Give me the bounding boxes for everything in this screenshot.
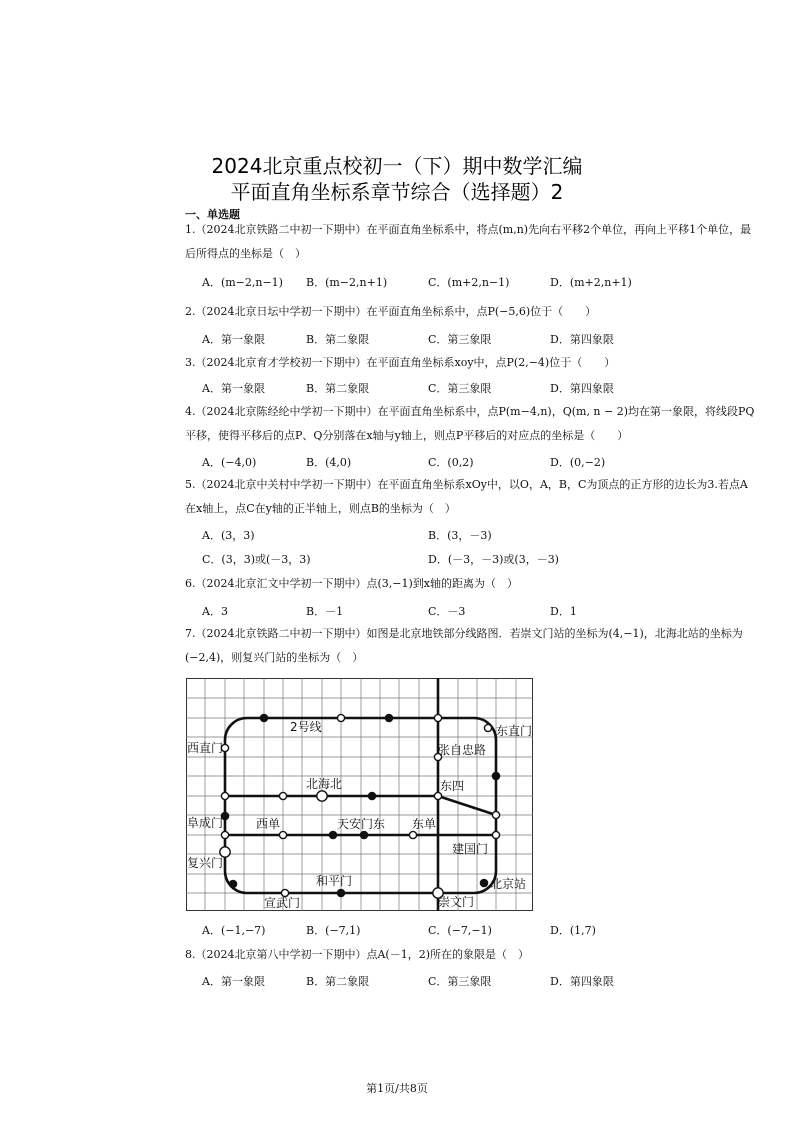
question-4: 4.（2024北京陈经纶中学初一下期中）在平面直角坐标系中，点P(m−4,n)，Q(m, n − 2)均在第一象限，将线段PQ平移，使得平移后的点P、Q分别落在x轴与y轴上，则点P平移后的对应点的坐标是（ ） <box>185 405 755 442</box>
station-dot <box>492 811 499 818</box>
option-a[interactable]: A．3 <box>202 605 228 618</box>
option-c[interactable]: C．(m+2,n−1) <box>428 276 510 289</box>
option-a[interactable]: A．第一象限 <box>202 975 265 988</box>
option-b[interactable]: B．第二象限 <box>306 333 370 346</box>
option-b[interactable]: B．第二象限 <box>306 382 370 395</box>
option-b[interactable]: B．(−7,1) <box>306 924 361 937</box>
option-c[interactable]: C．第三象限 <box>428 975 492 988</box>
option-a[interactable]: A．(3，3) <box>202 529 255 542</box>
option-a[interactable]: A．(m−2,n−1) <box>202 276 283 289</box>
option-b[interactable]: B．第二象限 <box>306 975 370 988</box>
station-dot <box>229 880 236 887</box>
option-d[interactable]: D．第四象限 <box>550 975 614 988</box>
page-title: 2024北京重点校初一（下）期中数学汇编 <box>211 154 583 178</box>
station-dot <box>409 831 416 838</box>
station-dot <box>279 831 286 838</box>
option-d[interactable]: D．1 <box>550 605 577 618</box>
station-dot <box>360 831 367 838</box>
option-d[interactable]: D．(m+2,n+1) <box>550 276 632 289</box>
station-label-fuxingmen: 复兴门 <box>187 856 224 870</box>
option-a[interactable]: A．第一象限 <box>202 382 265 395</box>
option-d[interactable]: D．第四象限 <box>550 382 614 395</box>
question-5: 5.（2024北京中关村中学初一下期中）在平面直角坐标系xOy中，以O，A，B，C为顶点的正方形的边长为3.若点A在x轴上，点C在y轴的正半轴上，则点B的坐标为（ ） <box>185 478 748 515</box>
station-dot <box>260 714 267 721</box>
option-d[interactable]: D．(－3，－3)或(3，－3) <box>428 553 559 566</box>
option-b[interactable]: B．(3，－3) <box>428 529 492 542</box>
option-c[interactable]: C．(3，3)或(－3，3) <box>202 553 311 566</box>
option-c[interactable]: C．－3 <box>428 605 466 618</box>
question-7: 7.（2024北京铁路二中初一下期中）如图是北京地铁部分线路图．若崇文门站的坐标为(4,−1)，北海北站的坐标为(−2,4)，则复兴门站的坐标为（ ） <box>185 627 743 664</box>
option-a[interactable]: A．(−4,0) <box>202 456 257 469</box>
station-label-zhangzizhonglu: 张自忠路 <box>438 743 487 757</box>
question-1: 1.（2024北京铁路二中初一下期中）在平面直角坐标系中，将点(m,n)先向右平移2个单位，再向上平移1个单位，最后所得点的坐标是（ ） <box>185 223 752 260</box>
station-label-dongzhimen: 东直门 <box>496 724 533 738</box>
station-label-beijingzhan: 北京站 <box>490 877 527 891</box>
station-dot <box>434 714 441 721</box>
option-c[interactable]: C．(−7,−1) <box>428 924 492 937</box>
page-footer: 第1页/共8页 <box>366 1082 428 1095</box>
option-b[interactable]: B．(m−2,n+1) <box>306 276 388 289</box>
station-label-fuchengmen: 阜成门 <box>187 816 224 830</box>
station-dot <box>480 879 487 886</box>
station-dot <box>329 831 336 838</box>
map-border <box>187 679 533 911</box>
option-a[interactable]: A．(−1,−7) <box>202 924 266 937</box>
station-dot <box>492 831 499 838</box>
subway-map-figure <box>186 678 536 912</box>
station-label-tiananmendong: 天安门东 <box>337 817 386 831</box>
station-label-chongwenmen: 崇文门 <box>438 895 475 909</box>
station-label-beihaibei: 北海北 <box>306 777 343 791</box>
question-6: 6.（2024北京汇文中学初一下期中）点(3,−1)到x轴的距离为（ ） <box>185 577 518 590</box>
option-d[interactable]: D．(0,−2) <box>550 456 606 469</box>
option-c[interactable]: C．第三象限 <box>428 333 492 346</box>
station-dot <box>221 792 228 799</box>
station-label-xizhimen: 西直门 <box>187 741 224 755</box>
station-label-hepingmen: 和平门 <box>316 874 353 888</box>
question-2: 2.（2024北京日坛中学初一下期中）在平面直角坐标系中，点P(−5,6)位于（ ） <box>185 305 597 318</box>
option-c[interactable]: C．第三象限 <box>428 382 492 395</box>
station-label-dongdan: 东单 <box>412 817 437 831</box>
option-d[interactable]: D．(1,7) <box>550 924 596 937</box>
section-title: 一、单选题 <box>185 208 240 221</box>
page-subtitle: 平面直角坐标系章节综合（选择题）2 <box>230 180 564 204</box>
station-dot <box>337 714 344 721</box>
station-label-jianguomen: 建国门 <box>452 842 489 856</box>
station-label-xuanwumen: 宣武门 <box>264 896 301 910</box>
question-8: 8.（2024北京第八中学初一下期中）点A(－1，2)所在的象限是（ ） <box>185 948 530 961</box>
option-c[interactable]: C．(0,2) <box>428 456 474 469</box>
station-dot <box>279 792 286 799</box>
option-a[interactable]: A．第一象限 <box>202 333 265 346</box>
station-label-dongsi: 东四 <box>440 779 465 793</box>
station-dot <box>484 724 491 731</box>
station-dot <box>221 831 228 838</box>
station-dot <box>492 772 499 779</box>
station-label-xidan: 西单 <box>256 817 281 831</box>
line-2-label: 2号线 <box>290 720 322 734</box>
station-dot <box>317 791 327 801</box>
option-d[interactable]: D．第四象限 <box>550 333 614 346</box>
question-3: 3.（2024北京育才学校初一下期中）在平面直角坐标系xoy中，点P(2,−4)位于（ ） <box>185 356 616 369</box>
option-b[interactable]: B．(4,0) <box>306 456 352 469</box>
station-dot <box>385 714 392 721</box>
station-dot <box>337 889 344 896</box>
station-dot <box>434 792 441 799</box>
station-dot <box>368 792 375 799</box>
option-b[interactable]: B．－1 <box>306 605 344 618</box>
